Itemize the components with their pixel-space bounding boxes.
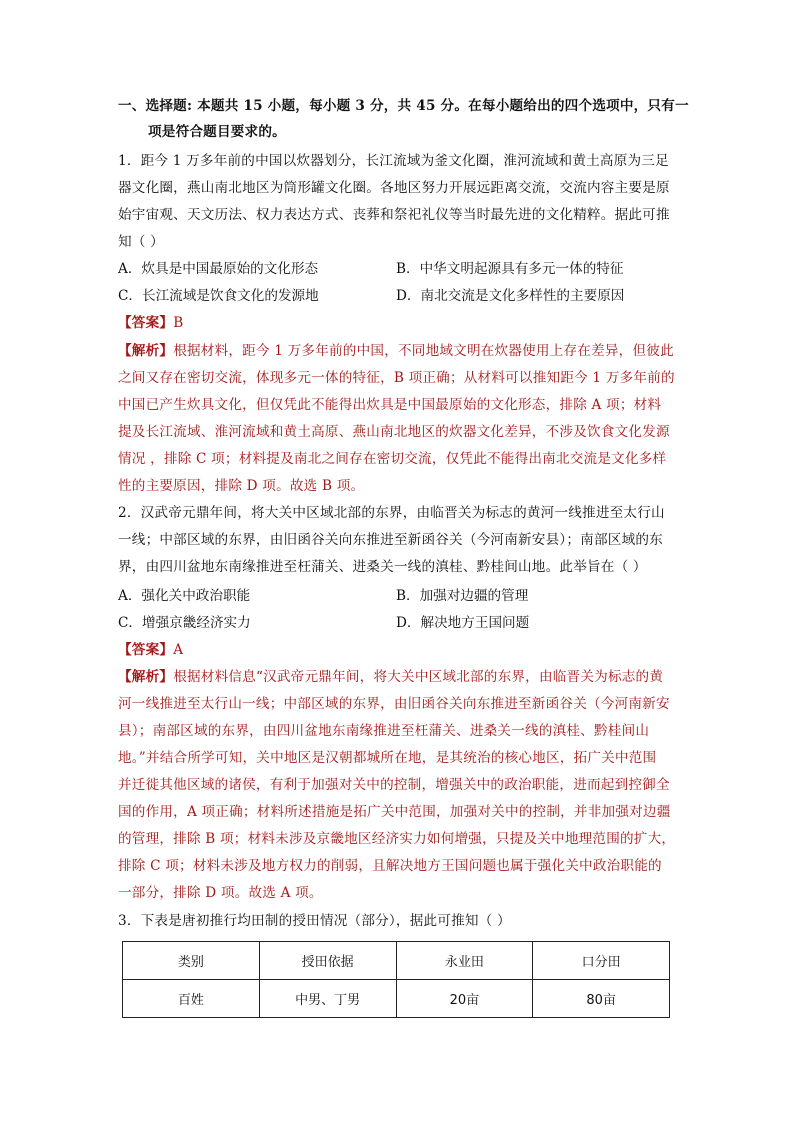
q2-answer xyxy=(118,640,678,660)
q2-stem-line-3: 界，由四川盆地东南缘推进至枉蒲关、进桑关一线的滇桂、黔桂间山地。此举旨在（ ） xyxy=(118,559,647,575)
q2-option-d: D．解决地方王国问题 xyxy=(396,615,530,631)
q2-stem-line-1: 2．汉武帝元鼎年间，将大关中区域北部的东界，由临晋关为标志的黄河一线推进至太行山 xyxy=(118,505,665,521)
q2-analysis-line-7: 的管理，排除 B 项；材料未涉及京畿地区经济实力如何增强，只提及关中地理范围的扩大， xyxy=(118,831,676,847)
q1-analysis-line-5: 情况 ，排除 C 项；材料提及南北之间存在密切交流，仅凭此不能得出南北交流是文化多样 xyxy=(118,451,667,467)
table-cell: 80亩 xyxy=(533,980,670,1018)
q1-stem-line-2: 器文化圈，燕山南北地区为筒形罐文化圈。各地区努力开展远距离交流，交流内容主要是原 xyxy=(118,180,670,196)
table-header-cell: 永业田 xyxy=(396,942,533,980)
section-title-line-2: 项是符合题目要求的。 xyxy=(148,124,286,140)
q1-answer-value: B xyxy=(173,315,184,331)
q1-stem-line-3: 始宇宙观、天文历法、权力表达方式、丧葬和祭祀礼仪等当时最先进的文化精粹。据此可推 xyxy=(118,207,670,223)
q1-stem-line-1: 1．距今 1 万多年前的中国以炊器划分，长江流域为釜文化圈，淮河流域和黄土高原为三足 xyxy=(118,153,669,169)
q2-answer-label: 【答案】 xyxy=(118,642,174,658)
q2-option-a: A．强化关中政治职能 xyxy=(118,588,251,604)
table-row xyxy=(123,980,670,1018)
table-cell: 中男、丁男 xyxy=(259,980,396,1018)
q3-stem: 3．下表是唐初推行均田制的授田情况（部分），据此可推知（ ） xyxy=(118,913,511,929)
land-grant-table xyxy=(122,941,670,1018)
q1-stem-line-4: 知（ ） xyxy=(118,234,164,250)
table-cell: 百姓 xyxy=(123,980,260,1018)
q2-analysis-label: 【解析】 xyxy=(118,669,174,685)
q1-analysis-text-1: 根据材料，距今 1 万多年前的中国，不同地域文明在炊器使用上存在差异，但彼此 xyxy=(173,343,674,359)
table-header-cell: 口分田 xyxy=(533,942,670,980)
q1-analysis-line-6: 性的主要原因，排除 D 项。故选 B 项。 xyxy=(118,478,365,494)
section-title-line-1: 一、选择题: 本题共 15 小题，每小题 3 分，共 45 分。在每小题给出的四个选项中，只有一 xyxy=(118,98,689,114)
q2-analysis-line-9: 一部分，排除 D 项。故选 A 项。 xyxy=(118,885,323,901)
q2-analysis-text-1: 根据材料信息“汉武帝元鼎年间，将大关中区域北部的东界，由临晋关为标志的黄 xyxy=(173,669,664,685)
q1-option-a: A．炊具是中国最原始的文化形态 xyxy=(118,261,319,277)
q2-analysis-line-6: 国的作用，A 项正确；材料所述措施是拓广关中范围，加强对关中的控制，并非加强对边疆 xyxy=(118,804,671,820)
q2-answer-value: A xyxy=(173,642,184,658)
table-cell: 20亩 xyxy=(396,980,533,1018)
q2-analysis-line-5: 并迁徙其他区域的诸侯，有利于加强对关中的控制，增强关中的政治职能，进而起到控御全 xyxy=(118,777,670,793)
q1-analysis-line-4: 提及长江流域、淮河流域和黄土高原、燕山南北地区的炊器文化差异，不涉及饮食文化发源 xyxy=(118,424,670,440)
q2-option-c: C．增强京畿经济实力 xyxy=(118,615,251,631)
table-header-row xyxy=(123,942,670,980)
table-header-cell: 授田依据 xyxy=(259,942,396,980)
q1-option-b: B．中华文明起源具有多元一体的特征 xyxy=(396,261,624,277)
q1-analysis-line-3: 中国已产生炊具文化，但仅凭此不能得出炊具是中国最原始的文化形态，排除 A 项；材料 xyxy=(118,397,662,413)
q2-analysis-line-3: 县）；南部区域的东界，由四川盆地东南缘推进至枉蒲关、进桑关一线的滇桂、黔桂间山 xyxy=(118,723,650,739)
q1-analysis-line-1 xyxy=(118,341,678,361)
q1-option-d: D．南北交流是文化多样性的主要原因 xyxy=(396,288,625,304)
q2-stem-line-2: 一线；中部区域的东界，由旧函谷关向东推进至新函谷关（今河南新安县）；南部区域的东 xyxy=(118,532,663,548)
q2-analysis-line-1 xyxy=(118,667,678,687)
q1-analysis-label: 【解析】 xyxy=(118,343,174,359)
q1-answer xyxy=(118,313,678,333)
q2-analysis-line-4: 地。”并结合所学可知，关中地区是汉朝都城所在地，是其统治的核心地区，拓广关中范围 xyxy=(118,750,657,766)
q1-analysis-line-2: 之间又存在密切交流，体现多元一体的特征，B 项正确；从材料可以推知距今 1 万多年前的 xyxy=(118,370,675,386)
q2-option-b: B．加强对边疆的管理 xyxy=(396,588,529,604)
q2-analysis-line-2: 河一线推进至太行山一线；中部区域的东界，由旧函谷关向东推进至新函谷关（今河南新安 xyxy=(118,696,670,712)
q2-analysis-line-8: 排除 C 项；材料未涉及地方权力的削弱，且解决地方王国问题也属于强化关中政治职能的 xyxy=(118,858,662,874)
table-header-cell: 类别 xyxy=(123,942,260,980)
q1-answer-label: 【答案】 xyxy=(118,315,174,331)
q1-option-c: C．长江流域是饮食文化的发源地 xyxy=(118,288,319,304)
